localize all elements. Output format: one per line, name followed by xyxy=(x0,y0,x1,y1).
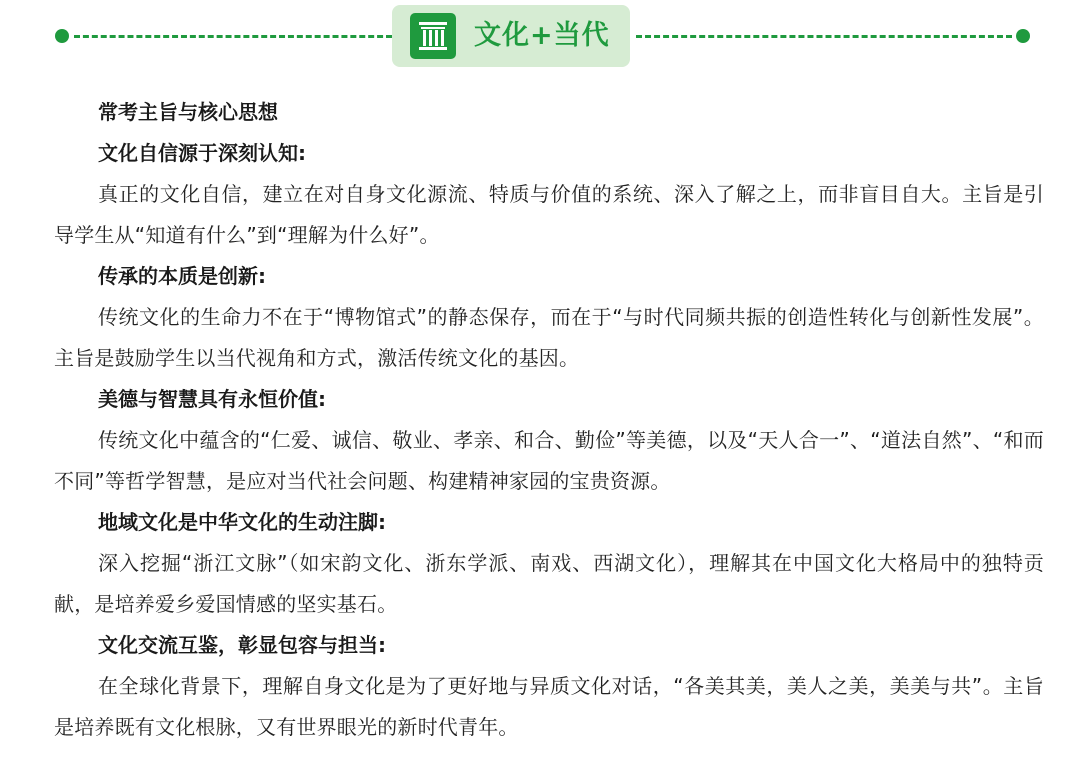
section-regional-culture xyxy=(54,502,1044,625)
left-dashed-divider xyxy=(74,35,392,38)
column-building-icon xyxy=(410,13,456,59)
main-heading: 常考主旨与核心思想 xyxy=(98,100,278,124)
left-dot-ornament xyxy=(55,29,69,43)
section-heading: 文化自信源于深刻认知: xyxy=(98,141,306,165)
section-heading: 美德与智慧具有永恒价值: xyxy=(98,387,326,411)
section-heading: 地域文化是中华文化的生动注脚: xyxy=(98,510,386,534)
section-virtue-wisdom xyxy=(54,379,1044,502)
article-content xyxy=(54,92,1044,748)
banner-title-box xyxy=(392,5,630,67)
section-body: 传统文化中蕴含的“仁爱、诚信、敬业、孝亲、和合、勤俭”等美德，以及“天人合一”、“道法自然”、“和而不同”等哲学智慧，是应对当代社会问题、构建精神家园的宝贵资源。 xyxy=(54,428,1044,493)
section-heading: 文化交流互鉴，彰显包容与担当: xyxy=(98,633,386,657)
section-body: 传统文化的生命力不在于“博物馆式”的静态保存，而在于“与时代同频共振的创造性转化与创新性发展”。主旨是鼓励学生以当代视角和方式，激活传统文化的基因。 xyxy=(54,305,1044,370)
right-dot-ornament xyxy=(1016,29,1030,43)
section-cultural-exchange xyxy=(54,625,1044,748)
section-body: 深入挖掘“浙江文脉”（如宋韵文化、浙东学派、南戏、西湖文化），理解其在中国文化大格局中的独特贡献，是培养爱乡爱国情感的坚实基石。 xyxy=(54,551,1044,616)
right-dashed-divider xyxy=(636,35,1012,38)
section-cultural-confidence xyxy=(54,133,1044,256)
section-body: 在全球化背景下，理解自身文化是为了更好地与异质文化对话，“各美其美，美人之美，美美与共”。主旨是培养既有文化根脉，又有世界眼光的新时代青年。 xyxy=(54,674,1044,739)
section-banner xyxy=(0,0,1080,72)
section-innovation xyxy=(54,256,1044,379)
banner-title: 文化+当代 xyxy=(474,20,610,51)
section-body: 真正的文化自信，建立在对自身文化源流、特质与价值的系统、深入了解之上，而非盲目自大。主旨是引导学生从“知道有什么”到“理解为什么好”。 xyxy=(54,182,1044,247)
section-heading: 传承的本质是创新: xyxy=(98,264,266,288)
